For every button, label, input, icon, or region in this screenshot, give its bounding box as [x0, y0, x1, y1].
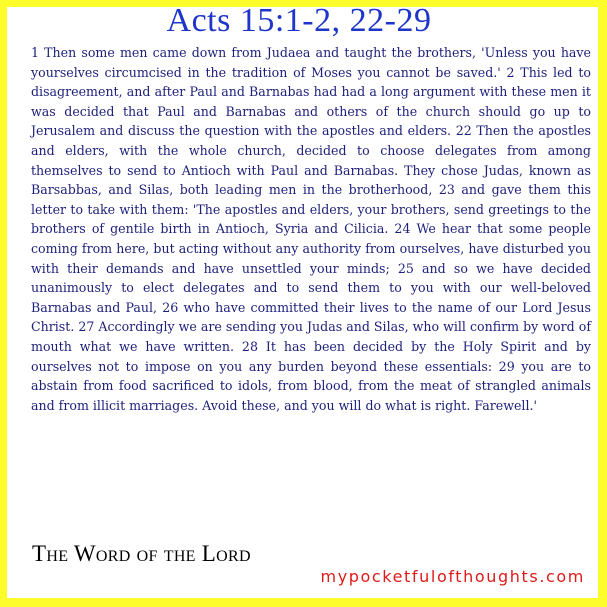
website-link[interactable]: mypocketfulofthoughts.com [320, 567, 585, 586]
frame-right-border [598, 0, 607, 607]
frame-bottom-border [0, 598, 607, 607]
closing-acclamation: The Word of the Lord [32, 541, 251, 566]
page-title: Acts 15:1-2, 22-29 [166, 2, 432, 39]
frame-left-border [0, 0, 7, 607]
scripture-passage: 1 Then some men came down from Judaea and taught the brothers, 'Unless you have yourselves circumcised in the tradition of Moses you cannot be saved.' 2 This led to disagreement, and after Paul and Barnabas had had a long argument with these men it was decided that Paul and Barnabas and others of the church should go up to Jerusalem and discuss the question with the apostles and elders. 22 Then the apostles and elders, with the whole church, decided to choose delegates from among themselves to send to Antioch with Paul and Barnabas. They chose Judas, known as Barsabbas, and Silas, both leading men in the brotherhood, 23 and gave them this letter to take with them: 'The apostles and elders, your brothers, send greetings to the brothers of gentile birth in Antioch, Syria and Cilicia. 24 We hear that some people coming from here, but acting without any authority from ourselves, have disturbed you with their demands and have unsettled your minds; 25 and so we have decided unanimously to elect delegates and to send them to you with our well-beloved Barnabas and Paul, 26 who have committed their lives to the name of our Lord Jesus Christ. 27 Accordingly we are sending you Judas and Silas, who will confirm by word of mouth what we have written. 28 It has been decided by the Holy Spirit and by ourselves not to impose on you any burden beyond these essentials: 29 you are to abstain from food sacrificed to idols, from blood, from the meat of strangled animals and from illicit marriages. Avoid these, and you will do what is right. Farewell.' [31, 45, 591, 413]
